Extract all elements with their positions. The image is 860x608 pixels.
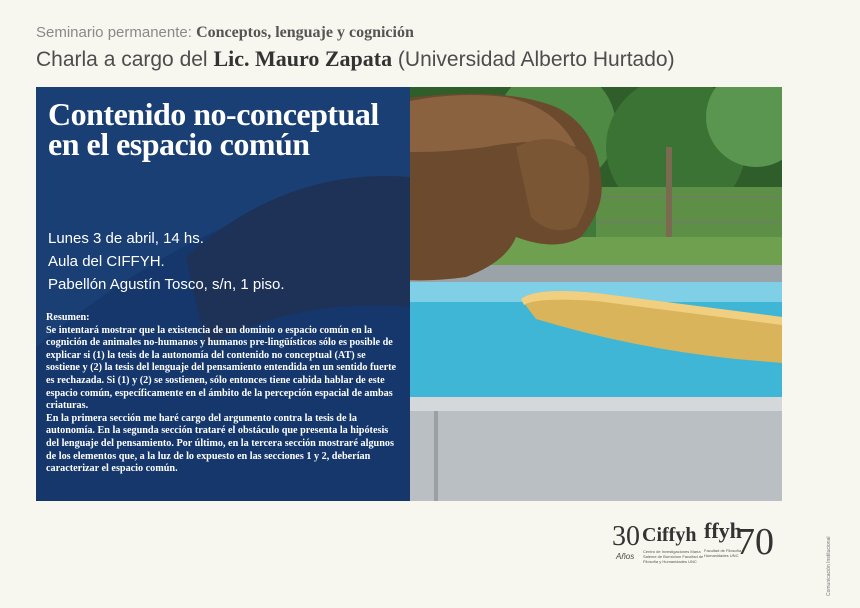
institution-logos xyxy=(612,518,812,572)
event-title: Contenido no-conceptual en el espacio común xyxy=(48,96,379,162)
talk-prefix: Charla a cargo del xyxy=(36,48,214,71)
abstract xyxy=(46,312,401,476)
ciffyh-subtitle: Centro de Investigaciones María Saleme de Burnichon Facultad de Filosofía y Humanidades UNC xyxy=(643,549,704,564)
ciffyh-logo: Ciffyh xyxy=(642,524,697,546)
vertical-credit-text: Comunicación Institucional xyxy=(826,536,832,596)
event-building: Pabellón Agustín Tosco, s/n, 1 piso. xyxy=(48,276,285,293)
series-name: Conceptos, lenguaje y cognición xyxy=(196,24,414,41)
abstract-paragraph-2: En la primera sección me haré cargo del argumento contra la tesis de la autonomía. En la segunda sección trataré el obstáculo que presenta la hipótesis del lenguaje del pensamiento. Por último, en la tercera sección mostraré algunos de los elementos que, a la luz de lo expuesto en las secciones 1 y 2, deberían caracterizar el espacio común. xyxy=(46,412,394,475)
series-prefix: Seminario permanente: xyxy=(36,24,197,41)
speaker-affiliation: (Universidad Alberto Hurtado) xyxy=(392,48,675,71)
event-date: Lunes 3 de abril, 14 hs. xyxy=(48,230,204,247)
ciffyh-30-years-logo: 30 xyxy=(612,521,640,552)
event-info xyxy=(48,227,285,296)
abstract-paragraph-1: Se intentará mostrar que la existencia de un dominio o espacio común en la cognición de animales no-humanos y humanos pre-lingüísticos sólo es posible de explicar si (1) la tesis de la autonomía del contenido no conceptual (AT) se sostiene y (2) la tesis del lenguaje del pensamiento entendida en un sentido fuerte es rechazada. Si (1) y (2) se sostienen, sólo entonces tiene cabida hablar de este espacio común, específicamente en el ámbito de la percepción espacial de ambas criaturas. xyxy=(46,324,397,412)
ffyh-subtitle: Facultad de Filosofía y Humanidades UNC xyxy=(704,548,745,558)
abstract-heading: Resumen: xyxy=(46,312,90,323)
speaker-name: Lic. Mauro Zapata xyxy=(213,46,393,71)
ffyh-logo: ffyh xyxy=(704,518,742,543)
blue-overlay-panel xyxy=(36,87,410,501)
event-photo xyxy=(36,87,782,501)
series-line xyxy=(36,24,414,42)
speaker-line xyxy=(36,46,675,72)
event-room: Aula del CIFFYH. xyxy=(48,253,165,270)
vertical-credit xyxy=(826,530,836,600)
ffyh-70-years-logo: 70 xyxy=(736,521,774,563)
anos-label: Años xyxy=(616,552,635,561)
